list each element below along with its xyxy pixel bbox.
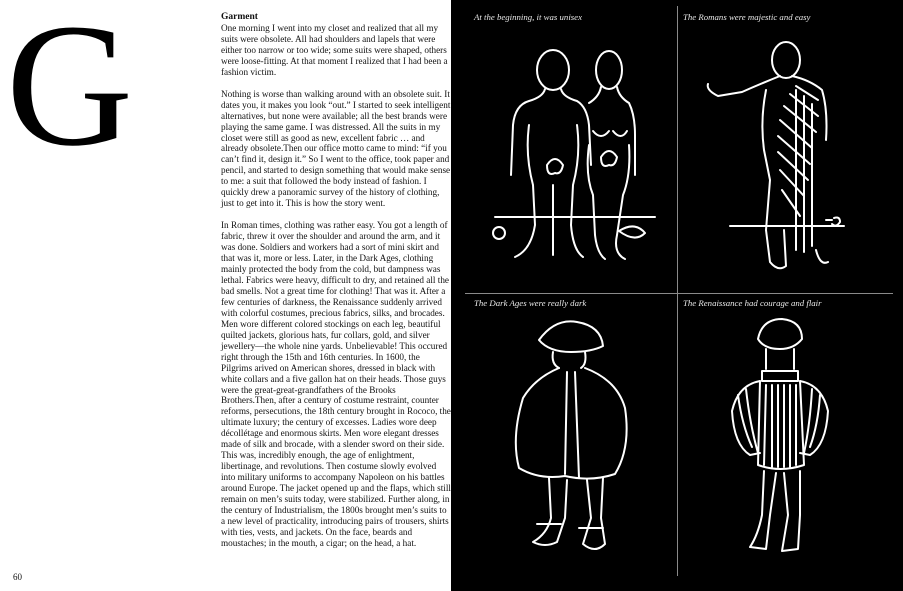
roman-toga-drawing [700, 40, 880, 280]
panel-caption: The Romans were majestic and easy [683, 12, 811, 22]
article-paragraph: One morning I went into my closet and realized that all my suits were obsolete. All had shoulders and lapels that were either too narrow or too wide; some suits were shaped, others were loose-fitting. At that moment I realized that I had been a fashion victim. [221, 22, 448, 77]
panel-caption: At the beginning, it was unisex [474, 12, 582, 22]
renaissance-doublet-drawing [720, 315, 840, 565]
dark-ages-cloak-drawing [505, 318, 645, 568]
left-page [0, 0, 451, 591]
article-paragraph: Nothing is worse than walking around with an obsolete suit. It dates you, it makes you look “out.” I started to seek intelligent alternatives, but none were available; all the best brands were playing the same game. I was distressed. All the suits in my closet were still as good as new, excellent fabric … and already obsolete.Then our office motto came to mind: “if you can’t find it, design it.” So I went to the office, took paper and pencil, and started to design something that would make sense to me: a suit that followed the body instead of fashion. I quickly drew a panoramic survey of the history of clothing, just to get into it. This is how the story went. [221, 88, 451, 209]
panel-caption: The Dark Ages were really dark [474, 298, 587, 308]
page-number: 60 [13, 572, 22, 582]
panel-caption: The Renaissance had courage and flair [683, 298, 822, 308]
panel-divider-vertical [677, 6, 678, 576]
article-heading: Garment [221, 12, 258, 22]
adam-and-eve-drawing [485, 45, 665, 280]
drop-cap: G [6, 0, 134, 183]
article-body [221, 12, 451, 560]
panel-divider-horizontal [465, 293, 893, 294]
article-paragraph: In Roman times, clothing was rather easy. You got a length of fabric, threw it over the shoulder and around the arm, and it was done. Soldiers and workers had a sort of mini skirt and that was it, more or less. Later, in the Dark Ages, clothing mainly protected the body from the cold, but dampness was lethal. Fabrics were heavy, difficult to dry, and retained all the bad smells. Not a great time for clothing! That was it. After a few centuries of darkness, the Renaissance suddenly arrived with colorful costumes, precious fabrics, silks, and brocades. Men wore different colored stockings on each leg, beautiful quilted jackets, glorious hats, fur collars, gold, and silver jewellery—the whole nine yards. Unbelievable! This occured right through the 15th and 16th centuries. In 1600, the Pilgrims arived on American shores, dressed in black with white collars and a five gallon hat on their heads. Those guys were the great-great-grandfathers of the Brooks Brothers.Then, after a century of costume restraint, counter reforms, persecutions, the 18th century brought in Rococo, the ultimate luxury; the century of excesses. Ladies wore deep décollétage and enormous skirts. Men wore elegant dresses made of silk and brocade, with a slender sword on their side. This was, incredibly enough, the age of enlightment, libertinage, and revolutions. Then costume slowly evolved into military uniforms to accompany Napoleon on his battles around Europe. The jacket opened up and the flaps, which still remain on men’s suits today, were stabilized. Further along, in the century of Industrialism, the 1800s brought men’s suits to a new level of practicality, introducing pairs of trousers, shirts with ties, vests, and jackets. On the face, beards and moustaches; in the mouth, a cigar; on the head, a hat. [221, 220, 451, 548]
